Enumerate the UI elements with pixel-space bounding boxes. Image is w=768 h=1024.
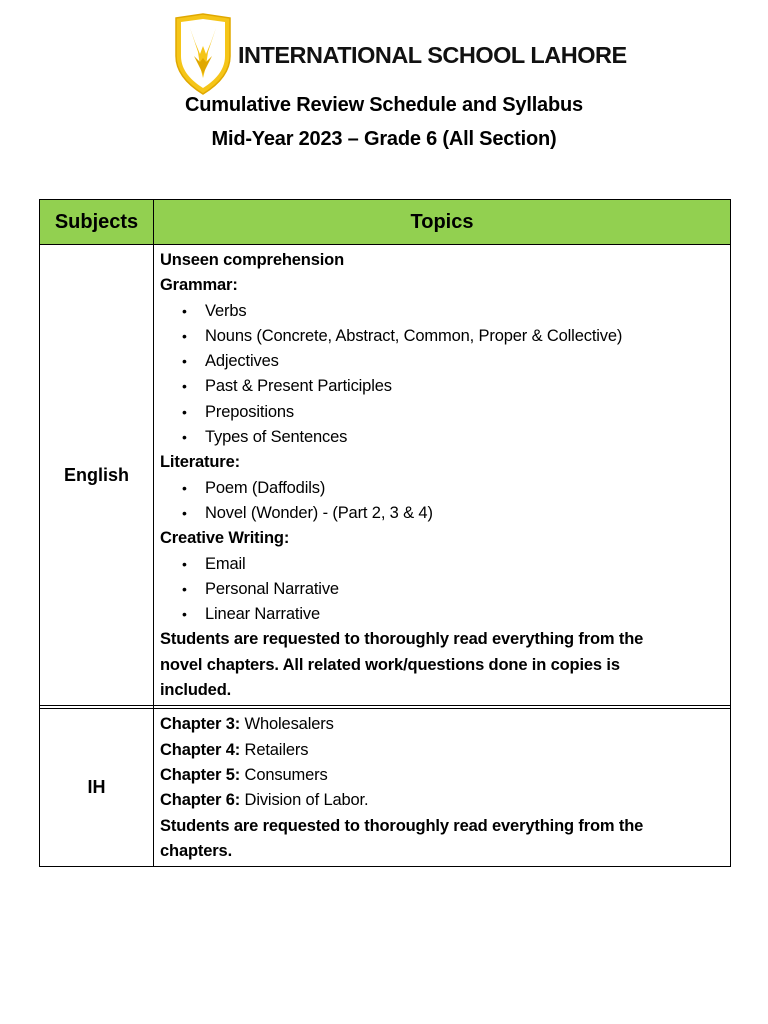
list-item: • Nouns (Concrete, Abstract, Common, Proper & Collective)	[160, 324, 724, 349]
list-item: • Personal Narrative	[160, 577, 724, 602]
list-item: • Adjectives	[160, 349, 724, 374]
table-row-english	[40, 245, 731, 706]
syllabus-table	[39, 199, 731, 867]
list-item: • Prepositions	[160, 400, 724, 425]
bullet-icon: •	[182, 327, 187, 344]
bullet-icon: •	[182, 302, 187, 319]
topics-ih	[154, 709, 731, 867]
literature-heading: Literature:	[160, 453, 240, 472]
table-header-row	[40, 200, 731, 245]
list-item: • Email	[160, 552, 724, 577]
list-item: • Linear Narrative	[160, 602, 724, 627]
subject-english: English	[40, 245, 154, 706]
bullet-icon: •	[182, 606, 187, 623]
bullet-icon: •	[182, 403, 187, 420]
unseen-comprehension: Unseen comprehension	[160, 251, 345, 269]
document-header	[0, 8, 768, 100]
subject-ih: IH	[40, 709, 154, 867]
chapter-line: Chapter 6: Division of Labor.	[160, 791, 369, 810]
table-row-ih	[40, 709, 731, 867]
list-item: • Types of Sentences	[160, 425, 724, 450]
creative-writing-heading: Creative Writing:	[160, 529, 290, 548]
topics-english	[154, 245, 731, 706]
list-item: • Novel (Wonder) - (Part 2, 3 & 4)	[160, 501, 724, 526]
chapter-line: Chapter 5: Consumers	[160, 765, 328, 784]
title-line-1: Cumulative Review Schedule and Syllabus	[185, 94, 583, 116]
ih-note-line-1: Students are requested to thoroughly read everything from the	[160, 816, 644, 835]
grammar-heading: Grammar:	[160, 276, 238, 295]
header-subjects: Subjects	[40, 200, 154, 245]
bullet-icon: •	[182, 429, 187, 446]
chapter-line: Chapter 3: Wholesalers	[160, 715, 334, 734]
list-item: • Past & Present Participles	[160, 374, 724, 399]
bullet-icon: •	[182, 580, 187, 597]
chapter-line: Chapter 4: Retailers	[160, 740, 309, 759]
shield-crest-icon	[170, 12, 236, 96]
bullet-icon: •	[182, 353, 187, 370]
english-note-line-1: Students are requested to thoroughly read everything from the	[160, 630, 644, 649]
header-topics: Topics	[154, 200, 731, 245]
list-item: • Verbs	[160, 299, 724, 324]
bullet-icon: •	[182, 378, 187, 395]
bullet-icon: •	[182, 555, 187, 572]
list-item: • Poem (Daffodils)	[160, 476, 724, 501]
school-name: INTERNATIONAL SCHOOL LAHORE	[238, 42, 627, 68]
bullet-icon: •	[182, 504, 187, 521]
english-note-line-3: included.	[160, 681, 232, 700]
bullet-icon: •	[182, 479, 187, 496]
ih-note-line-2: chapters.	[160, 841, 233, 860]
document-title	[0, 88, 768, 156]
title-line-2: Mid-Year 2023 – Grade 6 (All Section)	[211, 128, 557, 150]
english-note-line-2: novel chapters. All related work/questions done in copies is	[160, 655, 620, 674]
